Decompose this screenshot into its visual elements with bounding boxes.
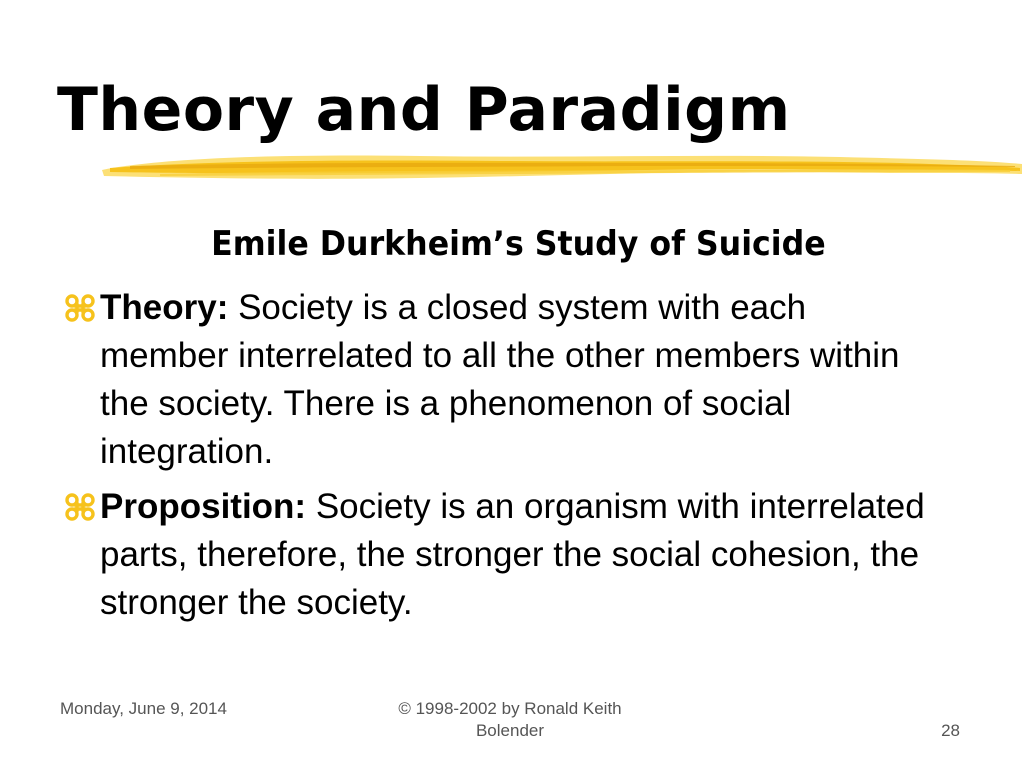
bullet-label-proposition: Proposition: [100,487,307,526]
bullet-item-proposition [60,483,930,627]
title-underline-brushstroke [100,148,1024,188]
footer-copyright: © 1998-2002 by Ronald Keith Bolender [398,699,622,740]
bullet-list [60,284,930,634]
bullet-text-proposition: Society is an organism with interrelated parts, therefore, the stronger the social cohesion, the stronger the society. [100,487,925,622]
bullet-item-theory [60,284,930,476]
bullet-label-theory: Theory: [100,288,229,327]
footer-date: Monday, June 9, 2014 [60,699,227,718]
bullet-text-theory: Society is a closed system with each member interrelated to all the other members within the society. There is a phenomenon of social integration. [100,288,900,471]
z-bullet-icon [64,483,98,531]
slide-subtitle-text: Emile Durkheim’s Study of Suicide [210,224,826,264]
slide-subtitle [0,220,1024,268]
slide-title: Theory and Paradigm [57,75,791,145]
z-bullet-icon [64,284,98,332]
footer-page-number: 28 [941,721,960,740]
